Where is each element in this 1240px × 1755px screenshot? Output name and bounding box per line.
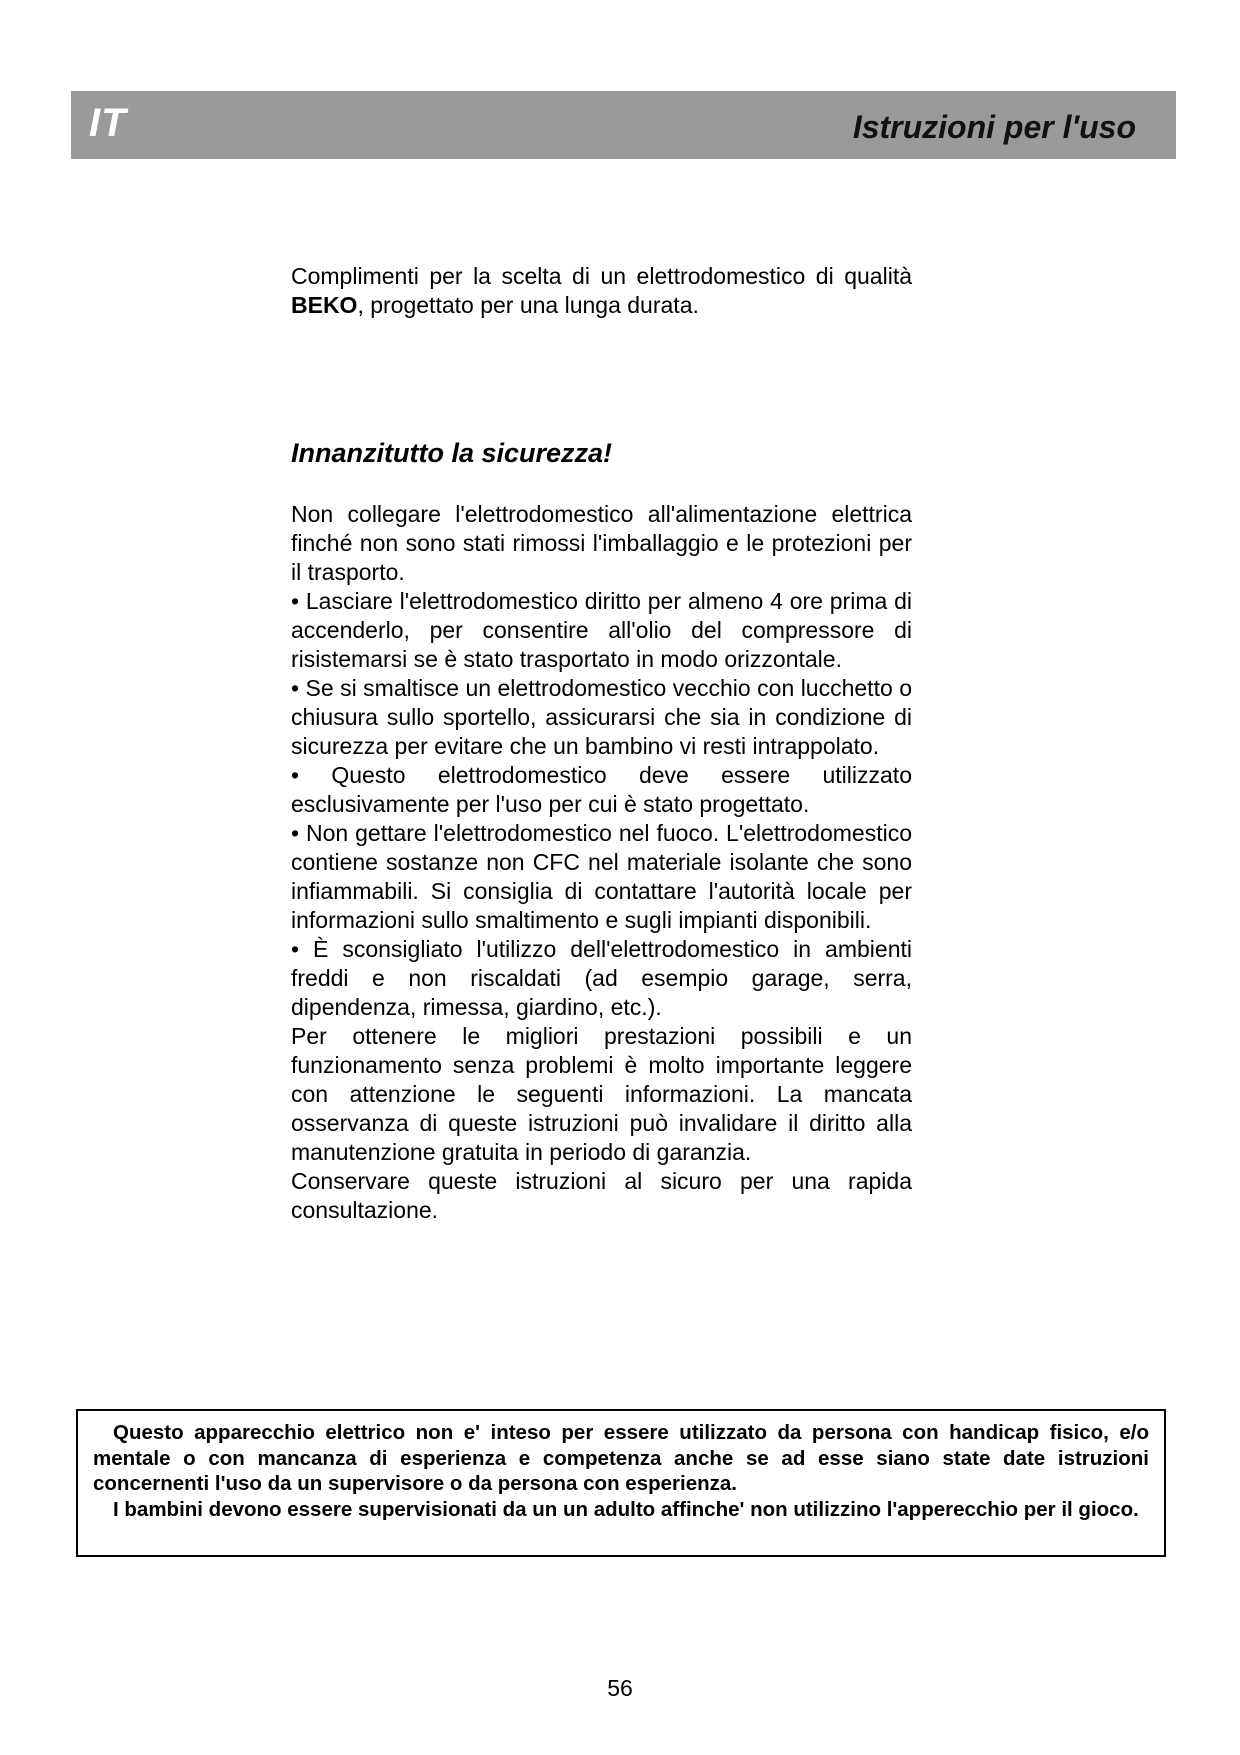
intro-text-end: , progettato per una lunga durata. (357, 292, 699, 318)
warning-notice-box (76, 1409, 1166, 1557)
safety-paragraph: • Lasciare l'elettrodomestico diritto per almeno 4 ore prima di accenderlo, per consentire all'olio del compressore di risistemarsi se è stato trasportato in modo orizzontale. (291, 588, 912, 672)
language-code: IT (89, 101, 127, 145)
safety-heading: Innanzitutto la sicurezza! (291, 438, 613, 468)
intro-paragraph (291, 262, 912, 320)
safety-section (291, 500, 912, 1225)
brand-name: BEKO (291, 292, 358, 318)
notice-paragraph: I bambini devono essere supervisionati da un un adulto affinche' non utilizzino l'apperecchio per il gioco. (113, 1497, 1139, 1521)
safety-paragraph: Conservare queste istruzioni al sicuro per una rapida consultazione. (291, 1168, 912, 1223)
page-number: 56 (607, 1675, 633, 1701)
intro-text-start: Complimenti per la scelta di un elettrodomestico di qualità (291, 263, 912, 289)
safety-paragraph: • Questo elettrodomestico deve essere utilizzato esclusivamente per l'uso per cui è stato progettato. (291, 762, 912, 817)
safety-paragraph: • Non gettare l'elettrodomestico nel fuoco. L'elettrodomestico contiene sostanze non CFC nel materiale isolante che sono infiammabili. Si consiglia di contattare l'autorità locale per informazioni sullo smaltimento e sugli impianti disponibili. (291, 820, 912, 933)
safety-paragraph: Per ottenere le migliori prestazioni possibili e un funzionamento senza problemi è molto importante leggere con attenzione le seguenti informazioni. La mancata osservanza di queste istruzioni può invalidare il diritto alla manutenzione gratuita in periodo di garanzia. (291, 1023, 912, 1165)
notice-paragraph: Questo apparecchio elettrico non e' inteso per essere utilizzato da persona con handicap fisico, e/o mentale o con mancanza di esperienza e competenza anche se ad esse siano state date istruzioni concernenti l'uso da un supervisore o da persona con esperienza. (93, 1421, 1149, 1495)
document-title: Istruzioni per l'uso (852, 109, 1136, 145)
safety-paragraph: Non collegare l'elettrodomestico all'alimentazione elettrica finché non sono stati rimossi l'imballaggio e le protezioni per il trasporto. (291, 501, 912, 585)
safety-paragraph: • È sconsigliato l'utilizzo dell'elettrodomestico in ambienti freddi e non riscaldati (ad esempio garage, serra, dipendenza, rimessa, giardino, etc.). (291, 936, 912, 1020)
header-bar (71, 91, 1176, 159)
safety-paragraph: • Se si smaltisce un elettrodomestico vecchio con lucchetto o chiusura sullo sportello, assicurarsi che sia in condizione di sicurezza per evitare che un bambino vi resti intrappolato. (291, 675, 912, 759)
